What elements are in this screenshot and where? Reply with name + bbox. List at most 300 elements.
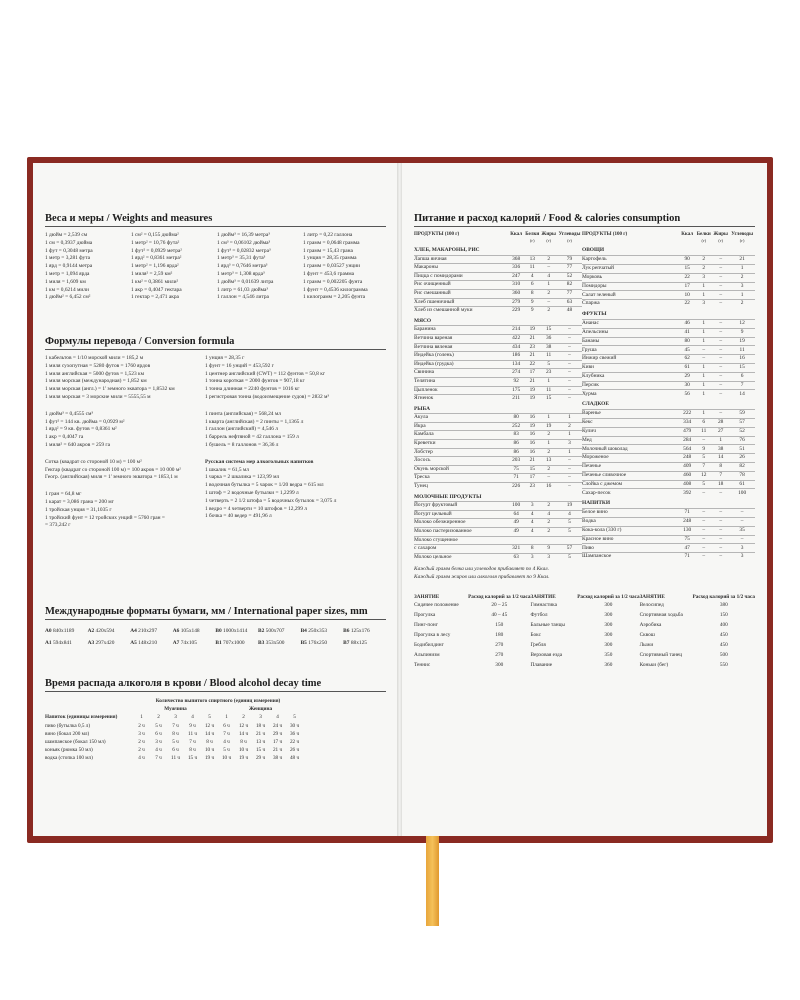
paper-format: A5 — [130, 640, 137, 646]
right-page — [402, 163, 767, 836]
activity-name: Прогулка — [414, 612, 436, 619]
food-value: 9 — [729, 328, 755, 337]
table-row — [414, 395, 582, 403]
formula-block — [45, 355, 205, 402]
food-value: 19 — [557, 502, 582, 511]
paper-size — [130, 637, 173, 649]
food-name: Тунец — [414, 483, 508, 491]
food-value: – — [712, 337, 729, 346]
measure-row: 1 дюйм³ = 16,39 метра³ — [217, 232, 270, 238]
decay-time: 18 ч — [255, 722, 266, 729]
category-name: ХЛЕБ, МАКАРОНЫ, РИС — [414, 247, 480, 253]
activity-name: Гимнастика — [530, 602, 558, 609]
food-value: – — [712, 410, 729, 419]
food-value: – — [540, 474, 557, 483]
decay-time: 15 ч — [255, 747, 266, 754]
food-value: 92 — [508, 377, 524, 386]
food-value: 3 — [695, 273, 712, 282]
food-value: 2 — [540, 307, 557, 315]
measure-row: 1 килограмм = 2,205 фунта — [303, 294, 366, 301]
category-name: НАПИТКИ — [582, 500, 611, 507]
food-value: 434 — [508, 343, 524, 352]
table-row — [414, 474, 582, 483]
activity-kcal: 400 — [719, 622, 728, 629]
food-value: 2 — [540, 465, 557, 474]
table-row — [45, 722, 303, 730]
food-value: 26 — [729, 454, 755, 463]
left-page — [33, 163, 398, 836]
food-value: 23 — [540, 369, 557, 378]
conversion-section — [45, 336, 386, 539]
food-value: 2 — [540, 431, 557, 440]
food-value: 30 — [679, 381, 696, 390]
nutrient-header — [712, 232, 729, 244]
measure-row: 1 миля² = 2,59 км² — [131, 270, 173, 277]
food-value: – — [557, 369, 582, 378]
food-value: 2 — [729, 273, 755, 282]
decay-time: 14 ч — [204, 730, 215, 737]
measure-row: 1 см² = 0,155 дюйма² — [131, 232, 179, 238]
food-name: Ветчина вяленая — [414, 343, 508, 352]
food-value: 321 — [508, 545, 524, 554]
paper-format: B5 — [300, 640, 307, 646]
unit-label: (г) — [529, 238, 535, 243]
conversion-column-2 — [205, 355, 386, 539]
food-value: 64 — [508, 510, 524, 519]
paper-format: A2 — [87, 628, 95, 634]
paper-size — [173, 625, 216, 637]
table-row — [414, 457, 582, 466]
decay-time: 2 ч — [138, 747, 145, 754]
food-name: Йогурт цельный — [414, 510, 508, 519]
food-value: 16 — [524, 448, 540, 457]
food-value: 134 — [508, 360, 524, 369]
drink-name: пиво (бутылка 0,5 л) — [45, 722, 91, 729]
decay-time: 7 ч — [155, 755, 162, 762]
activity-kcal: 270 — [495, 642, 504, 649]
measure-row: 1 литр = 0,22 галлона — [303, 232, 353, 238]
food-value: – — [712, 526, 729, 535]
unit-label: (г) — [739, 238, 745, 243]
food-value: 3 — [729, 544, 755, 553]
food-value: 203 — [508, 457, 524, 466]
paper-format: A3 — [87, 640, 95, 646]
decay-time: 26 ч — [289, 747, 300, 754]
decay-time: 4 ч — [155, 747, 162, 754]
activity-kcal: 380 — [719, 602, 728, 609]
paper-dimensions: 148x210 — [138, 640, 158, 646]
category-name: МОЛОЧНЫЕ ПРОДУКТЫ — [414, 493, 482, 500]
table-row — [414, 352, 582, 361]
food-value: 15 — [540, 395, 557, 403]
food-value: – — [712, 381, 729, 390]
food-value: 56 — [679, 390, 696, 398]
measure-row: 1 унция = 28,35 грамма — [303, 255, 357, 262]
decay-time: 9 ч — [189, 722, 196, 729]
decay-time: 7 ч — [189, 739, 196, 746]
table-row — [414, 360, 582, 369]
table-row — [582, 544, 755, 553]
measure-row: 1 миля = 1,609 км — [45, 278, 86, 285]
drink-name: шампанское (бокал 150 мл) — [45, 739, 106, 746]
food-name: Салат зеленый — [582, 291, 679, 300]
table-row — [582, 364, 755, 373]
table-row — [582, 355, 755, 364]
table-row — [582, 346, 755, 355]
formula-line: Геогр. (английская) миля = 1' земного экватора = 1853,1 м — [45, 474, 178, 481]
food-value: 9 — [524, 307, 540, 315]
nutrient-label: Белки — [696, 232, 711, 237]
nutrient-header — [695, 232, 712, 244]
food-value: 71 — [508, 474, 524, 483]
food-value: 5 — [695, 480, 712, 489]
table-row — [582, 273, 755, 282]
decay-time: 8 ч — [240, 739, 247, 746]
food-value: 5 — [695, 454, 712, 463]
nutrient-label: Углеводы — [731, 232, 753, 237]
food-name: Треска — [414, 474, 508, 483]
food-value: – — [557, 352, 582, 361]
food-value: 15 — [524, 465, 540, 474]
decay-time: 2 ч — [138, 722, 145, 729]
measure-row: 1 метр = 3,281 фута — [45, 255, 91, 262]
paper-size — [343, 625, 386, 637]
food-value: 1 — [695, 390, 712, 398]
decay-time: 3 ч — [155, 739, 162, 746]
food-value: 21 — [524, 334, 540, 343]
formula-line: 1 водочная бутылка = 5 чарок = 1/20 ведра = 615 мл — [205, 482, 324, 489]
food-value: 2 — [540, 528, 557, 537]
food-value: 252 — [508, 422, 524, 431]
food-value: 76 — [729, 436, 755, 445]
food-table-right — [582, 232, 755, 561]
formula-line: 1 пинта (английская) = 568,24 мл — [205, 410, 281, 417]
measure-row: 1 дюйм³ = 0,01639 литра — [217, 278, 274, 285]
paper-size — [88, 637, 131, 649]
table-row — [45, 738, 303, 746]
food-value: – — [695, 436, 712, 445]
food-value: 1 — [695, 372, 712, 381]
food-value: 23 — [524, 343, 540, 352]
food-value: 4 — [524, 510, 540, 519]
decay-time: 22 ч — [289, 739, 300, 746]
paper-format: A6 — [172, 628, 180, 634]
category-row — [414, 491, 582, 502]
food-name: Варенье — [582, 410, 679, 419]
food-value: 460 — [679, 471, 696, 480]
food-value: – — [712, 355, 729, 364]
food-value: 226 — [508, 483, 524, 491]
table-row — [414, 502, 582, 511]
table-row — [414, 386, 582, 395]
formula-line: 1 тонна длинная = 2240 фунтов = 1016 кг — [205, 386, 300, 393]
food-value: – — [557, 483, 582, 491]
food-name: Рис смешанный — [414, 289, 508, 298]
decay-time: 10 ч — [238, 747, 249, 754]
food-value: 11 — [695, 427, 712, 436]
food-header-row — [582, 232, 755, 244]
food-name: Инжир свежий — [582, 355, 679, 364]
food-value: 29 — [679, 372, 696, 381]
activity-header: ЗАНЯТИЕ — [414, 593, 440, 600]
table-row — [414, 483, 582, 491]
food-value: 1 — [695, 291, 712, 300]
paper-size — [301, 625, 344, 637]
food-value: 16 — [540, 483, 557, 491]
food-value: – — [695, 544, 712, 553]
food-value: 6 — [729, 372, 755, 381]
food-value: – — [540, 298, 557, 307]
decay-time: 5 ч — [172, 739, 179, 746]
category-row — [582, 308, 755, 319]
food-value: 46 — [679, 319, 696, 328]
measure-row: 1 дюйм = 2,539 см — [45, 232, 88, 238]
decay-time: 11 ч — [188, 730, 197, 737]
formula-line: 1 миля английская = 5000 футов = 1,523 км — [45, 370, 145, 377]
paper-dimensions: 297x420 — [95, 640, 115, 646]
food-value: 63 — [557, 298, 582, 307]
food-value: 21 — [524, 352, 540, 361]
food-value: 18 — [712, 480, 729, 489]
formula-line: 1 унция = 28,35 г — [205, 355, 245, 361]
food-value: 57 — [729, 418, 755, 427]
food-value: 248 — [679, 517, 696, 526]
food-value: 17 — [524, 369, 540, 378]
category-row — [582, 497, 755, 508]
paper-dimensions: 353x500 — [265, 640, 285, 646]
food-value: 284 — [679, 436, 696, 445]
table-row — [582, 372, 755, 381]
decay-time: 5 ч — [223, 747, 230, 754]
paper-size — [215, 625, 258, 637]
decay-time: 7 ч — [223, 730, 230, 737]
bookmark-ribbon — [426, 836, 439, 926]
table-row — [582, 535, 755, 544]
food-name: Пиво — [582, 544, 679, 553]
paper-dimensions: 210x297 — [138, 628, 158, 634]
table-row — [582, 517, 755, 526]
food-value: 4 — [540, 510, 557, 519]
formula-block — [205, 411, 386, 450]
paper-format: A4 — [130, 628, 137, 634]
food-value: 100 — [729, 489, 755, 497]
food-value: 2 — [540, 502, 557, 511]
formula-block — [205, 459, 386, 521]
food-name: Телятина — [414, 377, 508, 386]
food-value: 247 — [508, 272, 524, 281]
food-name: Молочный шоколад — [582, 445, 679, 454]
table-row — [414, 298, 582, 307]
paper-format: B1 — [215, 640, 222, 646]
food-name: Шампанское — [582, 553, 679, 562]
activity-kcal: 40 – 45 — [491, 612, 508, 619]
food-section — [414, 213, 755, 670]
food-value: 10 — [679, 291, 696, 300]
measure-row: 1 гектар = 2,471 акра — [131, 294, 179, 301]
decay-time: 13 ч — [255, 739, 266, 746]
food-value: 1 — [695, 364, 712, 373]
alcohol-units-row — [45, 713, 303, 721]
food-value: 2 — [540, 448, 557, 457]
food-value: 2 — [540, 255, 557, 264]
food-value: 1 — [695, 328, 712, 337]
drink-name: вино (бокал 200 мл) — [45, 730, 90, 737]
activity-name: Плавание — [530, 662, 553, 669]
activity-table — [414, 594, 755, 671]
measure-row: 1 фунт = 0,4536 килограмма — [303, 286, 368, 293]
activity-name: Велосипед — [639, 602, 664, 609]
decay-time: 12 ч — [204, 722, 215, 729]
category-name: ФРУКТЫ — [582, 311, 607, 318]
paper-format: B3 — [257, 640, 265, 646]
paper-format: A1 — [45, 640, 52, 646]
decay-time: 19 ч — [204, 755, 215, 762]
activity-kcal: 150 — [495, 622, 504, 629]
food-value: 12 — [729, 319, 755, 328]
table-row — [414, 431, 582, 440]
food-value: 248 — [679, 454, 696, 463]
table-row — [582, 319, 755, 328]
food-value: 1 — [557, 414, 582, 423]
formula-line: 1 бушель = 8 галлонов = 36,36 л — [205, 441, 279, 448]
formula-line: 1 миля морская (англ.) = 1' земного экватора = 1,8532 км — [45, 386, 175, 393]
food-value: 130 — [679, 526, 696, 535]
table-row — [582, 445, 755, 454]
conversion-body — [45, 355, 386, 539]
decay-time: 29 ч — [272, 730, 283, 737]
measure-row: 1 метр = 1,094 ярда — [45, 270, 90, 277]
food-value: 368 — [508, 255, 524, 264]
food-value: 2 — [557, 422, 582, 431]
food-value: 2 — [540, 289, 557, 298]
food-name: Морковь — [582, 273, 679, 282]
food-value: 186 — [508, 352, 524, 361]
table-row — [582, 282, 755, 291]
food-value: 4 — [540, 272, 557, 281]
conversion-title: Формулы перевода / Conversion formula — [45, 336, 235, 347]
food-value: – — [557, 474, 582, 483]
measure-row: 1 метр² = 1,196 ярда² — [131, 263, 179, 270]
food-value: – — [712, 265, 729, 274]
food-name: Пицца с помидорами — [414, 272, 508, 281]
food-value: – — [557, 465, 582, 474]
formula-line: 1 шкалик = 61,5 мл — [205, 466, 249, 473]
table-row — [414, 600, 755, 610]
decay-time: 29 ч — [255, 755, 266, 762]
food-name: Персик — [582, 381, 679, 390]
food-name: Апельсины — [582, 328, 679, 337]
formula-block — [205, 355, 386, 402]
food-value: – — [712, 291, 729, 300]
table-row — [582, 418, 755, 427]
food-value: 11 — [729, 346, 755, 355]
food-value: – — [695, 509, 712, 518]
decay-time: 15 ч — [187, 755, 198, 762]
conversion-column-1 — [45, 355, 205, 539]
decay-time: 19 ч — [238, 755, 249, 762]
food-value: 22 — [679, 273, 696, 282]
activity-kcal: 300 — [495, 662, 504, 669]
drink-name: водка (стопка 100 мл) — [45, 755, 93, 762]
food-value: – — [557, 360, 582, 369]
table-row — [582, 256, 755, 265]
food-name: Помидоры — [582, 282, 679, 291]
food-value: 86 — [508, 448, 524, 457]
measure-row: 1 фут² = 0,0929 метра² — [131, 247, 182, 254]
food-name: Молоко обезжиренное — [414, 519, 508, 528]
table-row — [45, 754, 303, 762]
table-row — [582, 291, 755, 300]
category-row — [414, 315, 582, 326]
food-value: 5 — [557, 519, 582, 528]
activity-kcal: 350 — [604, 652, 613, 659]
decay-time: 6 ч — [155, 730, 162, 737]
table-row — [582, 390, 755, 398]
decay-time: 21 ч — [272, 747, 283, 754]
food-value: 22 — [679, 300, 696, 308]
food-value: 336 — [508, 264, 524, 273]
food-value: 77 — [557, 264, 582, 273]
food-value: 4 — [524, 272, 540, 281]
note-fat-alcohol: Каждый грамм жиров или алкоголя прибавляет по 9 Ккал. — [414, 574, 550, 581]
food-value: 19 — [540, 422, 557, 431]
formula-line: = 373,242 г — [45, 522, 71, 529]
food-value: – — [557, 334, 582, 343]
decay-time: 8 ч — [206, 739, 213, 746]
food-name: Йогурт фруктовый — [414, 502, 508, 511]
formula-block — [45, 459, 205, 482]
food-value: 310 — [508, 281, 524, 290]
calorie-notes — [414, 566, 755, 582]
nutrient-header — [679, 232, 696, 244]
food-name: Киви — [582, 364, 679, 373]
food-name: Индейка (голень) — [414, 352, 508, 361]
food-value: 11 — [540, 386, 557, 395]
paper-format: B4 — [300, 628, 307, 634]
food-value: 61 — [729, 480, 755, 489]
food-value: – — [712, 328, 729, 337]
paper-section — [45, 606, 386, 649]
alcohol-title: Время распада алкоголя в крови / Blood alcohol decay time — [45, 678, 322, 689]
activity-name: Бодибилдинг — [414, 642, 444, 649]
divider — [45, 619, 386, 620]
food-value: 79 — [557, 255, 582, 264]
food-value: 175 — [508, 386, 524, 395]
food-value: 82 — [557, 281, 582, 290]
food-name: Креветки — [414, 440, 508, 449]
decay-time: 3 ч — [138, 730, 145, 737]
table-row — [414, 630, 755, 640]
food-value: 11 — [524, 264, 540, 273]
food-name: Мед — [582, 436, 679, 445]
table-row — [582, 480, 755, 489]
table-row — [414, 640, 755, 650]
activity-name: Теннис — [414, 662, 431, 669]
food-value: – — [729, 517, 755, 526]
food-name: Красное вино — [582, 535, 679, 544]
paper-size — [45, 637, 88, 649]
table-row — [582, 265, 755, 274]
nutrient-label: Ккал — [510, 232, 523, 237]
formula-line: Русская система мер алкогольных напитков — [205, 458, 314, 465]
paper-format: B6 — [343, 628, 350, 634]
table-row — [414, 414, 582, 423]
paper-format: A7 — [172, 640, 180, 646]
food-name: Лапша яичная — [414, 255, 508, 264]
food-name: Печенье — [582, 463, 679, 472]
paper-dimensions: 176x250 — [308, 640, 328, 646]
weights-column — [217, 232, 303, 302]
